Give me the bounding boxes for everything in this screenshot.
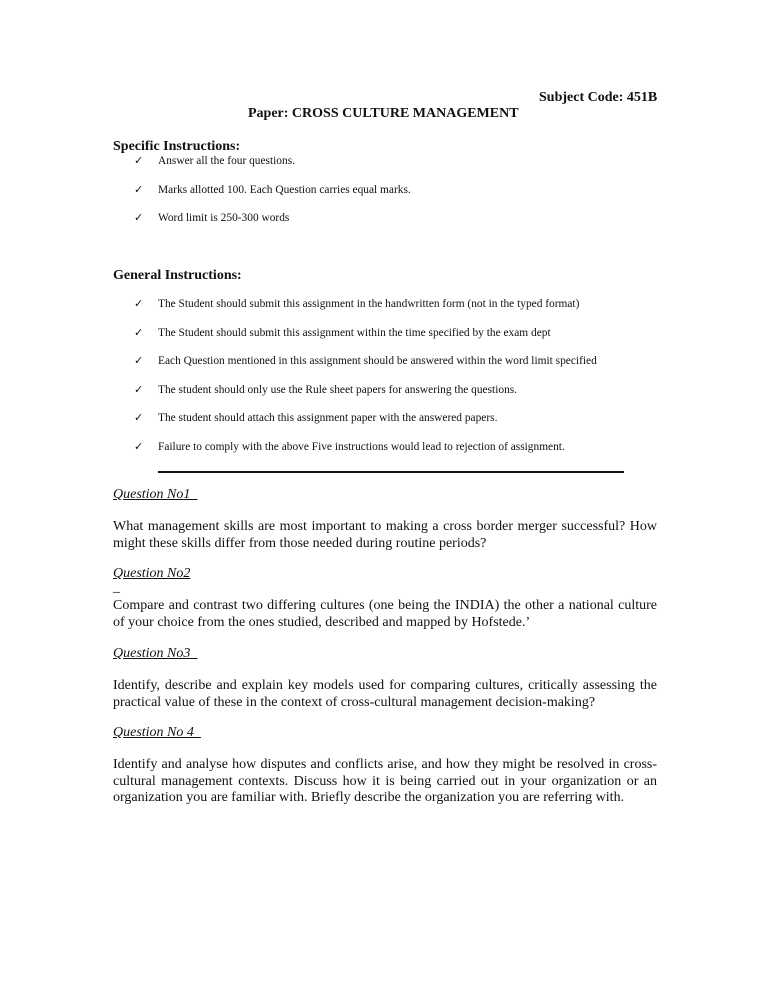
checkmark-icon: ✓	[134, 382, 144, 396]
instruction-text: Each Question mentioned in this assignment should be answered within the word limit specified	[158, 355, 597, 368]
question-3-label: Question No3	[113, 646, 198, 661]
instruction-text: The student should attach this assignment paper with the answered papers.	[158, 412, 498, 425]
list-item	[134, 439, 694, 468]
question-2-text: Compare and contrast two differing cultures (one being the INDIA) the other a national culture of your choice from the ones studied, described and mapped by Hofstede.’	[113, 598, 657, 630]
list-item	[134, 382, 694, 411]
general-instructions-heading: General Instructions:	[113, 268, 242, 283]
checkmark-icon: ✓	[134, 211, 144, 225]
stray-underscore: _	[113, 580, 120, 595]
section-divider	[158, 471, 624, 473]
question-3-text: Identify, describe and explain key models used for comparing cultures, critically assessing the practical value of these in the context of cross-cultural management decision-making?	[113, 678, 657, 710]
question-1-text: What management skills are most important to making a cross border merger successful? How might these skills differ from those needed during routine periods?	[113, 519, 657, 551]
instruction-text: The Student should submit this assignment within the time specified by the exam dept	[158, 326, 551, 339]
instruction-text: Word limit is 250-300 words	[158, 212, 290, 225]
checkmark-icon: ✓	[134, 182, 144, 196]
instruction-text: Answer all the four questions.	[158, 155, 295, 167]
list-item	[134, 410, 694, 439]
checkmark-icon: ✓	[134, 154, 144, 167]
checkmark-icon: ✓	[134, 325, 144, 339]
paper-title: Paper: CROSS CULTURE MANAGEMENT	[248, 106, 519, 121]
list-item	[134, 325, 694, 354]
specific-instructions-heading: Specific Instructions:	[113, 139, 241, 154]
list-item	[134, 182, 694, 211]
list-item	[134, 353, 694, 382]
question-2-label: Question No2	[113, 566, 191, 581]
question-1-label: Question No1	[113, 487, 198, 502]
general-instructions-list	[134, 296, 694, 468]
instruction-text: The student should only use the Rule sheet papers for answering the questions.	[158, 383, 518, 396]
list-item	[134, 296, 694, 325]
question-4-text: Identify and analyse how disputes and conflicts arise, and how they might be resolved in cross-cultural management contexts. Discuss how it is being carried out in your organization or an organization you are familiar with. Briefly describe the organization you are referring with.	[113, 757, 657, 805]
checkmark-icon: ✓	[134, 439, 144, 453]
list-item	[134, 210, 694, 239]
instruction-text: Failure to comply with the above Five instructions would lead to rejection of assignment.	[158, 440, 565, 453]
instruction-text: The Student should submit this assignment in the handwritten form (not in the typed format)	[158, 298, 580, 310]
list-item	[134, 153, 694, 182]
checkmark-icon: ✓	[134, 354, 144, 368]
specific-instructions-list	[134, 153, 694, 239]
subject-code: Subject Code: 451B	[539, 90, 658, 105]
question-4-label: Question No 4	[113, 725, 201, 740]
checkmark-icon: ✓	[134, 411, 144, 425]
checkmark-icon: ✓	[134, 297, 144, 310]
instruction-text: Marks allotted 100. Each Question carries equal marks.	[158, 183, 411, 196]
